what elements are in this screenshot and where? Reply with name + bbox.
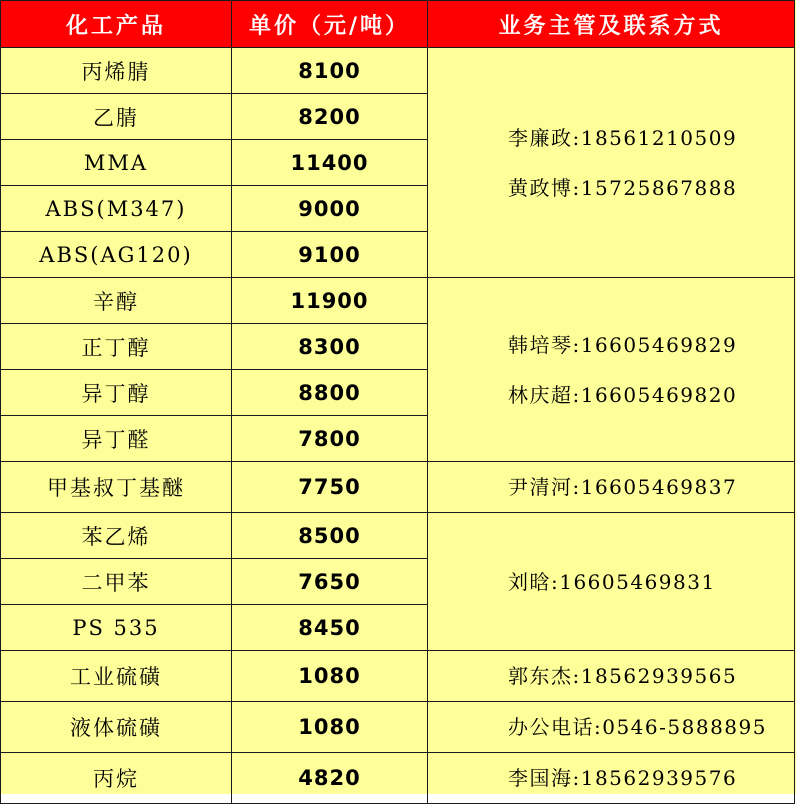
contact-cell-group3: [428, 462, 795, 513]
price-cell: 9100: [232, 232, 428, 278]
product-cell: ABS(AG120): [1, 232, 232, 278]
product-cell: 丙烷: [1, 753, 232, 804]
price-cell: 8800: [232, 370, 428, 416]
table-row: [1, 651, 795, 702]
contact-cell: [428, 651, 795, 702]
product-cell: 甲基叔丁基醚: [1, 462, 232, 513]
contact-line: 黄政博:15725867888: [508, 175, 738, 200]
price-cell: 9000: [232, 186, 428, 232]
product-cell: MMA: [1, 140, 232, 186]
contact-line: 办公电话:0546-5888895: [508, 715, 767, 739]
price-cell: 8500: [232, 513, 428, 559]
product-cell: 辛醇: [1, 278, 232, 324]
table-row: [1, 513, 795, 559]
table-row: [1, 278, 795, 324]
price-cell: 1080: [232, 651, 428, 702]
product-cell: 丙烯腈: [1, 48, 232, 94]
header-contact: 业务主管及联系方式: [428, 1, 795, 48]
price-cell: 7650: [232, 559, 428, 605]
price-cell: 8450: [232, 605, 428, 651]
contact-cell: [428, 702, 795, 753]
contact-cell: [428, 753, 795, 804]
table-header-row: [1, 1, 795, 48]
contact-line: 刘晗:16605469831: [508, 569, 716, 594]
price-cell: 11400: [232, 140, 428, 186]
product-cell: 异丁醇: [1, 370, 232, 416]
product-cell: 正丁醇: [1, 324, 232, 370]
table-row: [1, 462, 795, 513]
price-cell: 7750: [232, 462, 428, 513]
product-cell: 液体硫磺: [1, 702, 232, 753]
price-cell: 8300: [232, 324, 428, 370]
price-cell: 7800: [232, 416, 428, 462]
price-cell: 11900: [232, 278, 428, 324]
contact-cell-group1: [428, 48, 795, 278]
product-cell: 工业硫磺: [1, 651, 232, 702]
table-row: [1, 702, 795, 753]
contact-cell-group2: [428, 278, 795, 462]
contact-line: 郭东杰:18562939565: [508, 664, 738, 688]
product-cell: 二甲苯: [1, 559, 232, 605]
product-cell: PS 535: [1, 605, 232, 651]
product-cell: 异丁醛: [1, 416, 232, 462]
contact-line: 李国海:18562939576: [508, 766, 738, 790]
contact-line: 李廉政:18561210509: [508, 125, 738, 150]
price-cell: 8200: [232, 94, 428, 140]
contact-line: 尹清河:16605469837: [508, 475, 738, 499]
contact-line: 林庆超:16605469820: [508, 382, 738, 407]
price-cell: 1080: [232, 702, 428, 753]
table-row: [1, 48, 795, 94]
product-cell: ABS(M347): [1, 186, 232, 232]
contact-cell-group4: [428, 513, 795, 651]
table-row: [1, 753, 795, 804]
product-cell: 乙腈: [1, 94, 232, 140]
price-cell: 8100: [232, 48, 428, 94]
header-price: 单价（元/吨）: [232, 1, 428, 48]
price-cell: 4820: [232, 753, 428, 804]
contact-line: 韩培琴:16605469829: [508, 332, 738, 357]
product-cell: 苯乙烯: [1, 513, 232, 559]
header-product: 化工产品: [1, 1, 232, 48]
